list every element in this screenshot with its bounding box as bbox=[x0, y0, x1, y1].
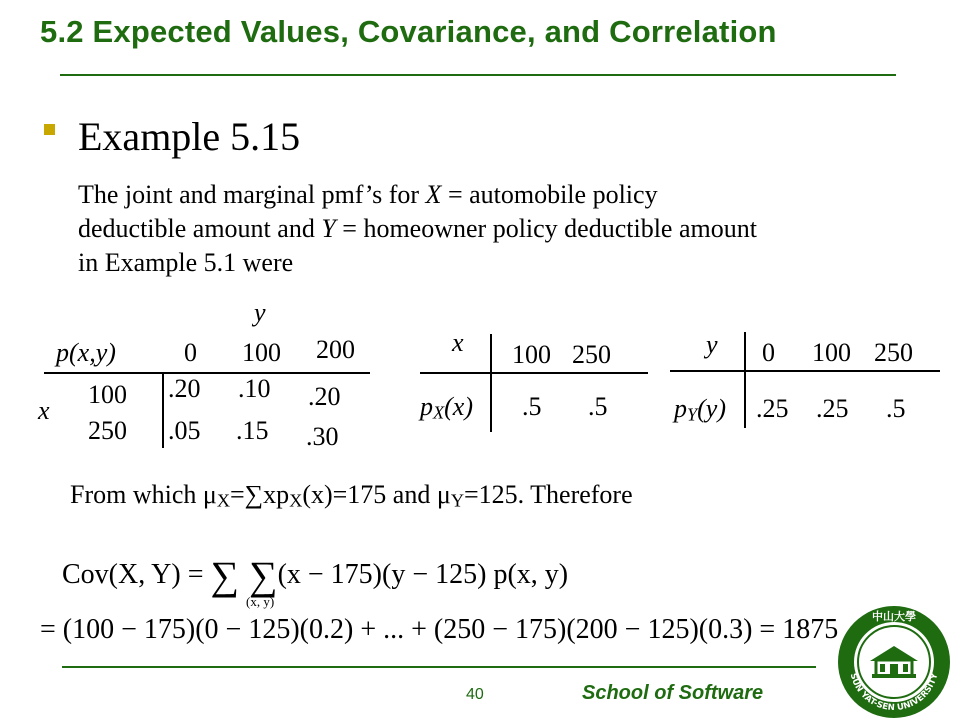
joint-cell: .20 bbox=[168, 374, 201, 403]
sub-X: X bbox=[289, 490, 303, 511]
footer-rule bbox=[62, 666, 816, 668]
joint-row-header: 250 bbox=[88, 416, 127, 445]
means-text: (x)=175 and bbox=[302, 480, 437, 509]
py-table-vline bbox=[744, 332, 746, 428]
px-prob: .5 bbox=[522, 392, 542, 421]
intro-line-1 bbox=[78, 178, 658, 212]
joint-row-header: 100 bbox=[88, 380, 127, 409]
cov-lhs: Cov(X, Y) = bbox=[62, 559, 211, 590]
joint-cell: .20 bbox=[308, 382, 341, 411]
joint-cell: .05 bbox=[168, 416, 201, 445]
py-prob: .25 bbox=[756, 394, 789, 423]
joint-col-header: 0 bbox=[184, 338, 197, 367]
joint-col-header: 200 bbox=[316, 335, 355, 364]
bullet-square-icon bbox=[44, 124, 55, 135]
px-prob: .5 bbox=[588, 392, 608, 421]
means-text: =125. Therefore bbox=[463, 480, 633, 509]
joint-cell: .10 bbox=[238, 374, 271, 403]
py-label: $p_Y(y)$ bbox=[674, 394, 726, 425]
sub-Y: Y bbox=[450, 490, 464, 511]
university-seal-logo bbox=[836, 604, 952, 720]
var-X: X bbox=[425, 180, 442, 209]
mu-symbol: μ bbox=[436, 480, 451, 509]
py-value: 100 bbox=[812, 338, 851, 367]
intro-text: = homeowner policy deductible amount bbox=[335, 214, 757, 243]
joint-cell: .30 bbox=[306, 422, 339, 451]
means-text: From which bbox=[70, 480, 203, 509]
sum-index: (x, y) bbox=[246, 594, 275, 609]
mu-symbol: μ bbox=[202, 480, 217, 509]
px-value: 250 bbox=[572, 340, 611, 369]
joint-corner-label: p(x,y) bbox=[56, 338, 116, 367]
px-label: $p_X(x)$ bbox=[420, 392, 473, 423]
px-value: 100 bbox=[512, 340, 551, 369]
py-var: y bbox=[706, 330, 718, 359]
px-table-hline bbox=[420, 372, 648, 374]
joint-col-header: 100 bbox=[242, 338, 281, 367]
py-table-hline bbox=[670, 370, 940, 372]
cov-equation-line-2: = (100 − 175)(0 − 125)(0.2) + ... + (250 − 175)(200 − 125)(0.3) = 1875 bbox=[40, 614, 839, 645]
slide-title: 5.2 Expected Values, Covariance, and Correlation bbox=[40, 14, 777, 49]
title-underline bbox=[60, 74, 896, 76]
means-text: =∑xp bbox=[229, 480, 290, 509]
footer-school-name: School of Software bbox=[582, 682, 764, 704]
intro-text: deductible amount and bbox=[78, 214, 322, 243]
example-heading: Example 5.15 bbox=[78, 114, 301, 159]
double-sum-symbol: ∑ ∑ bbox=[210, 553, 278, 598]
intro-line-2 bbox=[78, 212, 757, 246]
py-prob: .25 bbox=[816, 394, 849, 423]
py-value: 0 bbox=[762, 338, 775, 367]
means-line bbox=[70, 478, 633, 518]
cov-rhs: (x − 175)(y − 125) p(x, y) bbox=[277, 559, 569, 590]
joint-cell: .15 bbox=[236, 416, 269, 445]
cov-equation-line-1 bbox=[62, 552, 568, 599]
intro-text: The joint and marginal pmf’s for bbox=[78, 180, 426, 209]
intro-line-3: in Example 5.1 were bbox=[78, 248, 294, 277]
px-table-vline bbox=[490, 334, 492, 432]
seal-ring-text: SUN YAT-SEN UNIVERSITY bbox=[847, 672, 941, 714]
var-Y: Y bbox=[321, 214, 336, 243]
py-value: 250 bbox=[874, 338, 913, 367]
seal-top-text: 中山大學 bbox=[872, 610, 916, 623]
px-var: x bbox=[452, 328, 464, 357]
joint-table-hline bbox=[44, 372, 370, 374]
intro-text: = automobile policy bbox=[441, 180, 658, 209]
py-prob: .5 bbox=[886, 394, 906, 423]
sub-X: X bbox=[216, 490, 230, 511]
joint-col-var: y bbox=[254, 298, 266, 327]
joint-table-vline bbox=[162, 372, 164, 448]
joint-row-var: x bbox=[38, 396, 50, 425]
page-number: 40 bbox=[466, 686, 484, 703]
